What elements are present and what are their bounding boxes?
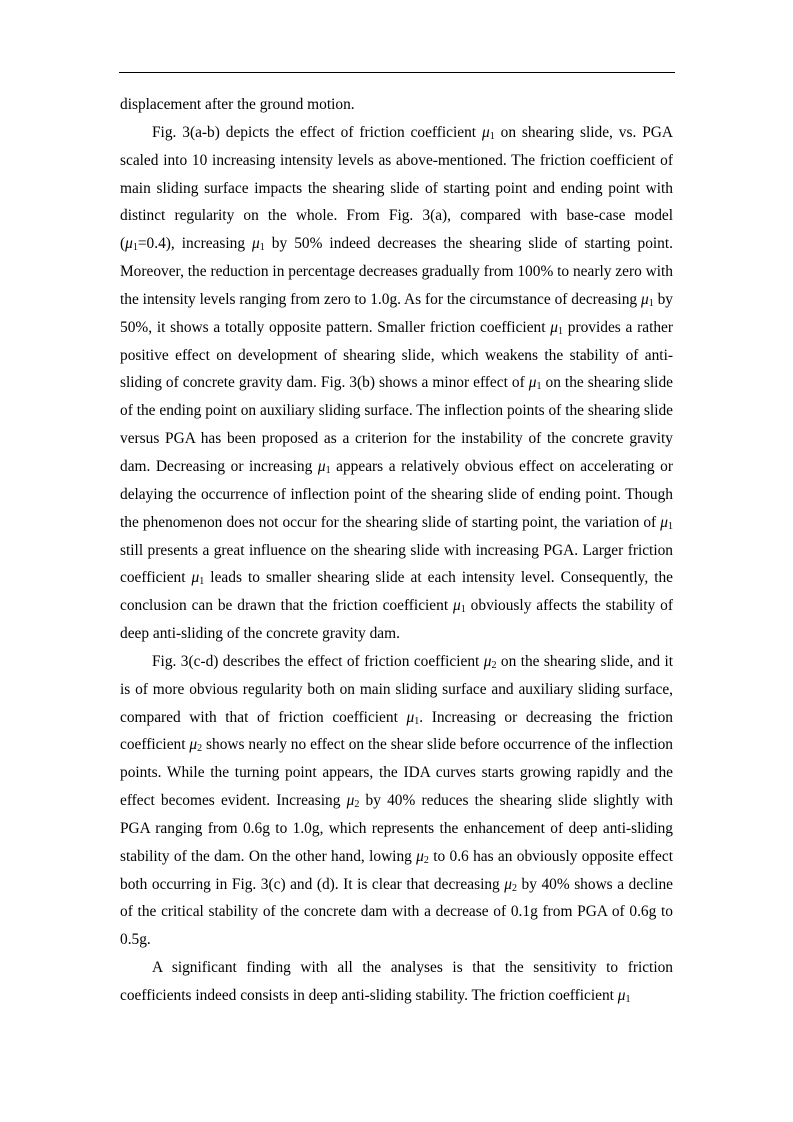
header-rule bbox=[119, 72, 675, 73]
text-run: Fig. 3(a-b) depicts the effect of friction coefficient bbox=[152, 123, 482, 141]
subscript: 2 bbox=[491, 659, 497, 671]
math-symbol bbox=[618, 987, 631, 1004]
greek-letter: μ bbox=[528, 374, 537, 392]
subscript: 1 bbox=[199, 576, 205, 588]
math-symbol bbox=[347, 792, 360, 809]
greek-letter: μ bbox=[617, 987, 626, 1004]
math-symbol bbox=[252, 235, 265, 252]
subscript: 1 bbox=[259, 242, 265, 254]
body-text bbox=[120, 91, 673, 1010]
text-run: on the shearing slide of the ending point on auxiliary sliding surface. The inflection points of the shearing slide versus PGA has been proposed as a criterion for the instability of the concrete gravity dam. Decreasing or increasing bbox=[120, 374, 673, 475]
greek-letter: μ bbox=[252, 235, 260, 253]
text-run: to 0.6 has an obviously opposite effect both occurring in Fig. 3(c) and (d). It is clear that decreasing bbox=[120, 847, 673, 893]
text-run: =0.4), increasing bbox=[137, 235, 253, 253]
math-symbol bbox=[504, 876, 517, 893]
math-symbol bbox=[660, 514, 673, 531]
subscript: 1 bbox=[460, 604, 466, 616]
math-symbol bbox=[482, 124, 495, 141]
math-symbol bbox=[406, 709, 419, 726]
greek-letter: μ bbox=[346, 792, 355, 810]
greek-letter: μ bbox=[416, 847, 424, 865]
math-symbol bbox=[192, 569, 205, 586]
greek-letter: μ bbox=[125, 235, 133, 253]
text-run: by 50% indeed decreases the shearing slide of starting point. Moreover, the reduction in percentage decreases gradually from 100% to nearly zero with the intensity levels ranging from zero to 1.0g. As for the circumstance of decreasing bbox=[120, 235, 673, 308]
text-run: by 40% shows a decline of the critical stability of the concrete dam with a decrease of 0.1g from PGA of 0.6g to 0.5g. bbox=[120, 875, 673, 949]
greek-letter: μ bbox=[504, 875, 512, 893]
math-symbol bbox=[189, 736, 202, 753]
text-run: still presents a great influence on the shearing slide with increasing PGA. Larger friction coefficient bbox=[120, 541, 673, 587]
paragraph bbox=[120, 954, 673, 1010]
paragraph bbox=[120, 648, 673, 954]
math-symbol bbox=[318, 458, 331, 475]
text-run: A significant finding with all the analyses is that the sensitivity to friction coefficients indeed consists in deep anti-sliding stability. The friction coefficient bbox=[120, 959, 673, 1004]
subscript: 1 bbox=[668, 520, 673, 532]
greek-letter: μ bbox=[189, 736, 198, 754]
math-symbol bbox=[453, 597, 466, 614]
subscript: 1 bbox=[325, 464, 331, 476]
math-symbol bbox=[550, 319, 563, 336]
math-symbol bbox=[416, 848, 429, 865]
text-run: obviously affects the stability of deep anti-sliding of the concrete gravity dam. bbox=[120, 597, 673, 643]
text-run: displacement after the ground motion. bbox=[120, 96, 355, 113]
paragraph bbox=[120, 119, 673, 648]
greek-letter: μ bbox=[406, 708, 415, 726]
subscript: 2 bbox=[423, 854, 429, 866]
text-run: on the shearing slide, and it is of more obvious regularity both on main sliding surface and auxiliary sliding surface, compared with that of friction coefficient bbox=[120, 652, 673, 726]
text-run: provides a rather positive effect on development of shearing slide, which weakens the stability of anti-sliding of concrete gravity dam. Fig. 3(b) shows a minor effect of bbox=[120, 318, 673, 392]
greek-letter: μ bbox=[481, 123, 490, 141]
subscript: 1 bbox=[414, 715, 420, 727]
subscript: 1 bbox=[489, 130, 495, 142]
subscript: 1 bbox=[132, 242, 138, 254]
greek-letter: μ bbox=[317, 457, 326, 475]
math-symbol bbox=[529, 374, 542, 391]
greek-letter: μ bbox=[453, 597, 461, 615]
text-run: by 50%, it shows a totally opposite pattern. Smaller friction coefficient bbox=[120, 290, 673, 336]
greek-letter: μ bbox=[640, 290, 649, 308]
subscript: 2 bbox=[512, 882, 517, 894]
paragraph bbox=[120, 91, 673, 119]
text-run: shows nearly no effect on the shear slide before occurrence of the inflection points. While the turning point appears, the IDA curves starts growing rapidly and the effect becomes evident. Increasing bbox=[120, 736, 673, 810]
subscript: 1 bbox=[625, 994, 631, 1005]
subscript: 2 bbox=[354, 799, 360, 811]
greek-letter: μ bbox=[191, 569, 200, 587]
greek-letter: μ bbox=[483, 652, 492, 670]
subscript: 1 bbox=[558, 325, 563, 337]
subscript: 2 bbox=[197, 743, 203, 755]
greek-letter: μ bbox=[550, 318, 558, 336]
text-run: . Increasing or decreasing the friction coefficient bbox=[120, 708, 673, 754]
text-run: by 40% reduces the shearing slide slightly with PGA ranging from 0.6g to 1.0g, which represents the enhancement of deep anti-sliding stability of the dam. On the other hand, lowing bbox=[120, 792, 673, 865]
text-run: on shearing slide, vs. PGA scaled into 10 increasing intensity levels as above-mentioned. The friction coefficient of main sliding surface impacts the shearing slide of starting point and ending point with distinct regularity on the whole. From Fig. 3(a), compared with base-case model ( bbox=[120, 123, 673, 253]
text-run: appears a relatively obvious effect on accelerating or delaying the occurrence of inflection point of the shearing slide of ending point. Though the phenomenon does not occur for the shearing slide of starting point, the variation of bbox=[120, 457, 673, 531]
math-symbol bbox=[125, 235, 138, 252]
math-symbol bbox=[484, 653, 497, 670]
subscript: 1 bbox=[648, 297, 654, 309]
text-run: Fig. 3(c-d) describes the effect of friction coefficient bbox=[152, 652, 484, 670]
subscript: 1 bbox=[536, 381, 542, 393]
greek-letter: μ bbox=[660, 513, 668, 531]
math-symbol bbox=[641, 291, 654, 308]
text-run: leads to smaller shearing slide at each intensity level. Consequently, the conclusion can be drawn that the friction coefficient bbox=[120, 569, 673, 615]
